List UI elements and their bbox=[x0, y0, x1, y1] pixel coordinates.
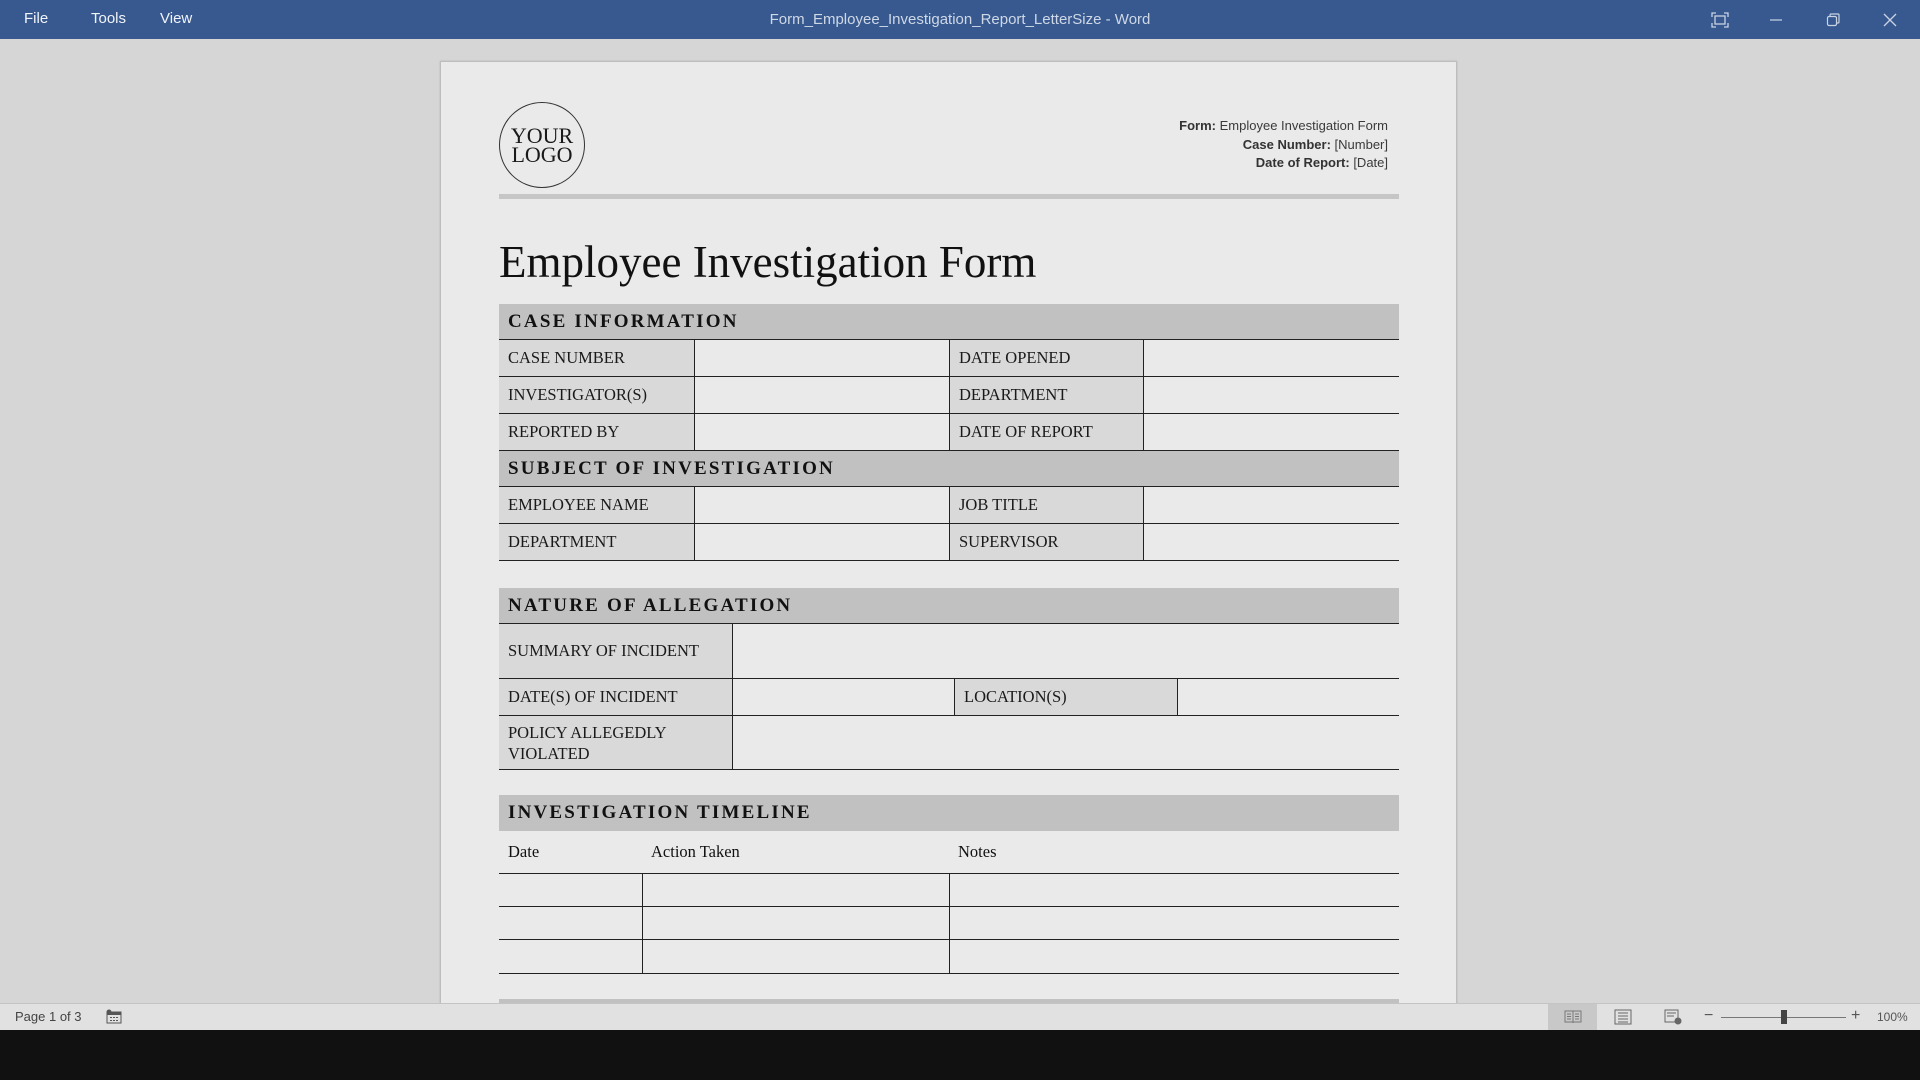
allegation-table bbox=[499, 588, 1399, 770]
timeline-action-cell[interactable] bbox=[642, 940, 949, 973]
timeline-action-cell[interactable] bbox=[642, 907, 949, 939]
zoom-level[interactable]: 100% bbox=[1877, 1010, 1908, 1024]
field-label: SUPERVISOR bbox=[949, 524, 1143, 560]
table-row bbox=[499, 716, 1399, 770]
job-title-field[interactable] bbox=[1143, 487, 1399, 523]
table-row bbox=[499, 487, 1399, 524]
meta-date-value: [Date] bbox=[1353, 155, 1388, 170]
web-layout-button[interactable] bbox=[1648, 1004, 1697, 1030]
policy-violated-field[interactable] bbox=[732, 716, 1399, 769]
meta-case-number bbox=[1179, 136, 1388, 155]
locations-field[interactable] bbox=[1177, 679, 1399, 715]
field-label: INVESTIGATOR(S) bbox=[499, 377, 694, 413]
case-information-table bbox=[499, 304, 1399, 561]
table-row bbox=[499, 340, 1399, 377]
zoom-slider[interactable] bbox=[1721, 1017, 1846, 1018]
close-button[interactable] bbox=[1862, 0, 1918, 39]
timeline-date-cell[interactable] bbox=[499, 874, 642, 906]
summary-of-incident-field[interactable] bbox=[732, 624, 1399, 678]
meta-date-of-report bbox=[1179, 154, 1388, 173]
field-label: SUMMARY OF INCIDENT bbox=[499, 624, 732, 678]
timeline-date-cell[interactable] bbox=[499, 940, 642, 973]
field-label: EMPLOYEE NAME bbox=[499, 487, 694, 523]
column-header-date: Date bbox=[508, 842, 540, 861]
table-row bbox=[499, 377, 1399, 414]
zoom-slider-thumb[interactable] bbox=[1781, 1010, 1787, 1024]
department-field[interactable] bbox=[1143, 377, 1399, 413]
proofing-button[interactable] bbox=[106, 1009, 122, 1027]
field-label: CASE NUMBER bbox=[499, 340, 694, 376]
status-bar bbox=[0, 1003, 1920, 1030]
case-number-field[interactable] bbox=[694, 340, 949, 376]
meta-case-number-label: Case Number: bbox=[1242, 136, 1331, 152]
meta-form-label: Form: bbox=[1179, 118, 1217, 133]
timeline-notes-cell[interactable] bbox=[949, 874, 1399, 906]
menu-file[interactable]: File bbox=[24, 10, 49, 27]
date-of-report-field[interactable] bbox=[1143, 414, 1399, 450]
print-layout-icon bbox=[1614, 1009, 1632, 1025]
field-label: DEPARTMENT bbox=[499, 524, 694, 560]
logo-text-line-2: LOGO bbox=[511, 142, 573, 167]
field-label: JOB TITLE bbox=[949, 487, 1143, 523]
zoom-out-button[interactable]: − bbox=[1704, 1007, 1714, 1024]
page-title: Employee Investigation Form bbox=[499, 237, 1037, 287]
logo-text-line-1: YOUR bbox=[510, 123, 574, 148]
section-header-timeline: INVESTIGATION TIMELINE bbox=[499, 795, 1399, 831]
section-header-allegation: NATURE OF ALLEGATION bbox=[499, 588, 1399, 624]
timeline-row bbox=[499, 940, 1399, 974]
table-row bbox=[499, 624, 1399, 679]
timeline-action-cell[interactable] bbox=[642, 874, 949, 906]
document-workspace bbox=[0, 39, 1920, 1003]
minimize-icon bbox=[1769, 13, 1783, 27]
timeline-date-cell[interactable] bbox=[499, 907, 642, 939]
focus-mode-icon bbox=[1711, 12, 1729, 28]
read-mode-button[interactable] bbox=[1548, 1004, 1597, 1030]
timeline-notes-cell[interactable] bbox=[949, 907, 1399, 939]
restore-icon bbox=[1826, 13, 1840, 27]
field-label: DEPARTMENT bbox=[949, 377, 1143, 413]
title-bar bbox=[0, 0, 1920, 39]
subject-department-field[interactable] bbox=[694, 524, 949, 560]
zoom-in-button[interactable]: + bbox=[1851, 1007, 1861, 1024]
meta-date-label: Date of Report: bbox=[1255, 155, 1350, 170]
date-opened-field[interactable] bbox=[1143, 340, 1399, 376]
menu-view[interactable]: View bbox=[160, 10, 193, 27]
column-header-action: Action Taken bbox=[651, 842, 740, 861]
dates-of-incident-field[interactable] bbox=[732, 679, 954, 715]
close-icon bbox=[1883, 13, 1897, 27]
focus-mode-button[interactable] bbox=[1692, 0, 1748, 39]
field-label: POLICY ALLEGEDLY VIOLATED bbox=[499, 716, 732, 769]
document-page[interactable] bbox=[440, 61, 1457, 1003]
table-row bbox=[499, 414, 1399, 451]
field-label: DATE(S) OF INCIDENT bbox=[499, 679, 732, 715]
read-mode-icon bbox=[1564, 1010, 1582, 1024]
table-row bbox=[499, 679, 1399, 716]
timeline-table bbox=[499, 795, 1399, 1003]
meta-case-number-value: [Number] bbox=[1334, 136, 1388, 152]
print-layout-button[interactable] bbox=[1598, 1004, 1647, 1030]
meta-form-value: Employee Investigation Form bbox=[1219, 118, 1388, 133]
section-header-subject: SUBJECT OF INVESTIGATION bbox=[499, 451, 1399, 487]
minimize-button[interactable] bbox=[1748, 0, 1804, 39]
meta-form bbox=[1179, 117, 1388, 136]
document-title: Form_Employee_Investigation_Report_LetterSize - Word bbox=[769, 11, 1151, 28]
reported-by-field[interactable] bbox=[694, 414, 949, 450]
page-indicator[interactable]: Page 1 of 3 bbox=[15, 1009, 82, 1024]
menu-tools[interactable]: Tools bbox=[91, 10, 127, 27]
field-label: REPORTED BY bbox=[499, 414, 694, 450]
column-header-notes: Notes bbox=[958, 842, 997, 861]
field-label: LOCATION(S) bbox=[954, 679, 1177, 715]
taskbar-area bbox=[0, 1030, 1920, 1080]
timeline-row bbox=[499, 907, 1399, 940]
field-label: DATE OF REPORT bbox=[949, 414, 1143, 450]
timeline-row bbox=[499, 874, 1399, 907]
section-header-case-information: CASE INFORMATION bbox=[499, 304, 1399, 340]
investigators-field[interactable] bbox=[694, 377, 949, 413]
logo-placeholder bbox=[499, 102, 585, 188]
timeline-header-row bbox=[499, 831, 1399, 874]
table-row bbox=[499, 524, 1399, 561]
supervisor-field[interactable] bbox=[1143, 524, 1399, 560]
restore-button[interactable] bbox=[1805, 0, 1861, 39]
header-divider bbox=[499, 194, 1399, 199]
calendar-proofing-icon bbox=[106, 1009, 122, 1024]
field-label: DATE OPENED bbox=[949, 340, 1143, 376]
web-layout-icon bbox=[1664, 1009, 1682, 1025]
employee-name-field[interactable] bbox=[694, 487, 949, 523]
timeline-notes-cell[interactable] bbox=[949, 940, 1399, 973]
form-meta bbox=[1179, 117, 1388, 173]
